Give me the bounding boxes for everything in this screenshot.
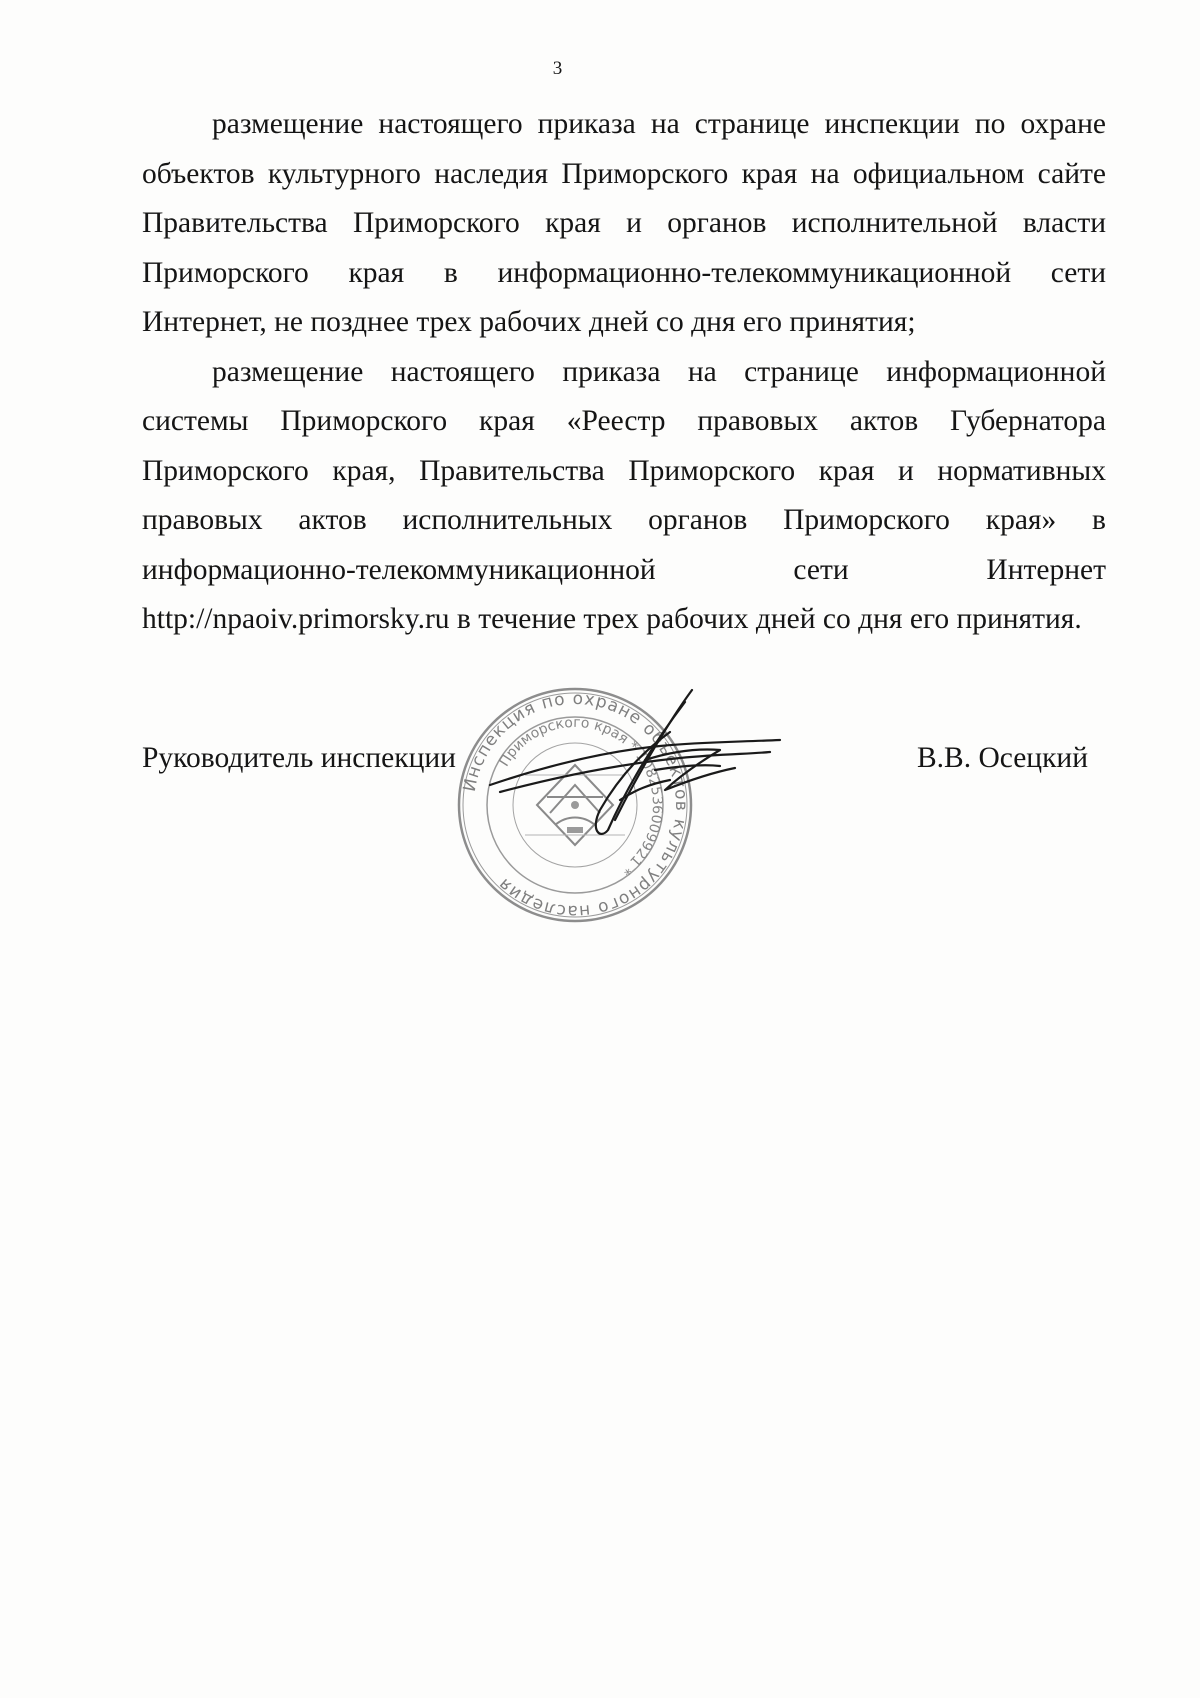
document-body: [142, 100, 1106, 645]
svg-text:Приморского края * 10825360099: Приморского края * 1082536009921 *: [496, 714, 666, 878]
signature-block: [142, 742, 1088, 782]
signer-name: В.В. Осецкий: [916, 742, 1088, 774]
page-number: 3: [552, 58, 563, 79]
svg-text:Инспекция по охране объектов к: Инспекция по охране объектов культурного наследия: [459, 688, 692, 922]
signer-position: Руководитель инспекции: [142, 742, 456, 774]
paragraph-site-publication: размещение настоящего приказа на странице инспекции по охране объектов культурного наследия Приморского края на официальном сайте Правительства Приморского края и органов исполнительной власти Приморского края в информационно-телекоммуникационной сети Интернет, не позднее трех рабочих дней со дня его принятия;: [142, 108, 1106, 338]
paragraph-registry-publication: размещение настоящего приказа на странице информационной системы Приморского края «Реестр правовых актов Губернатора Приморского края, Правительства Приморского края и нормативных правовых актов исполнительных органов Приморского края» в информационно-телекоммуникационной сети Интернет http://npaoiv.primorsky.ru в течение трех рабочих дней со дня его принятия.: [142, 355, 1106, 635]
